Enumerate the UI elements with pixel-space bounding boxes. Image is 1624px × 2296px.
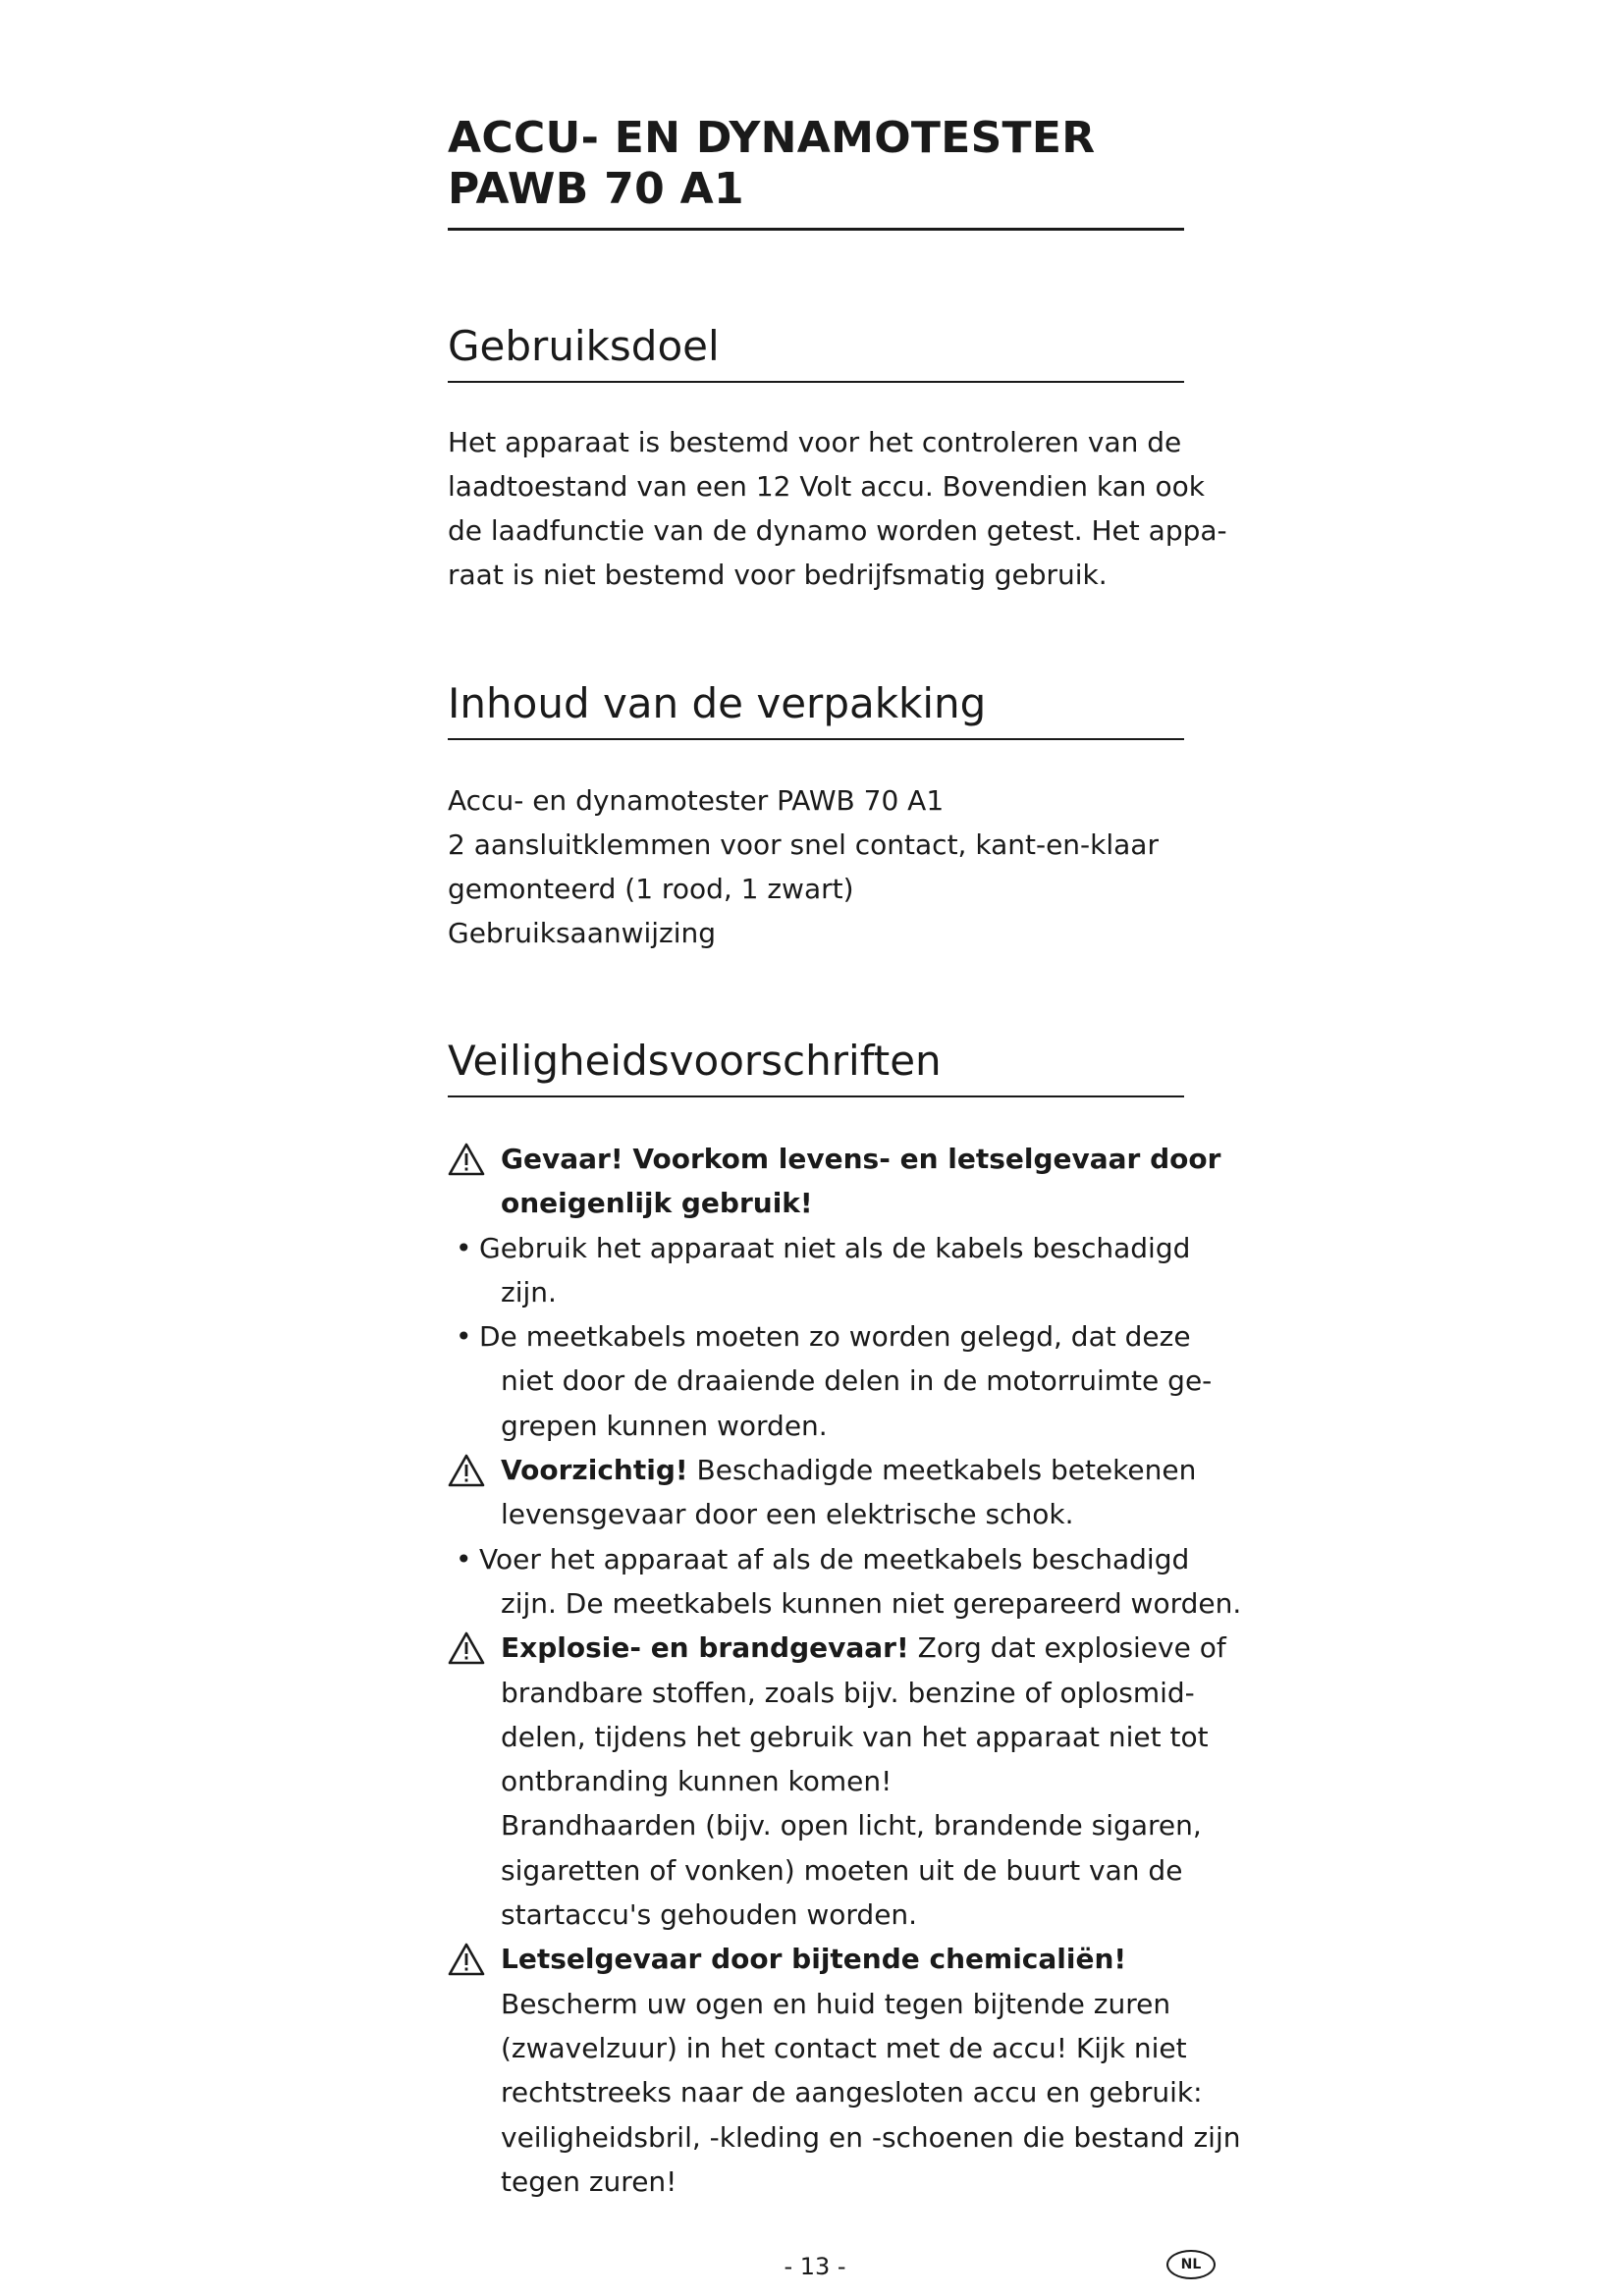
document-title: [448, 113, 1184, 215]
bullet-line: De meetkabels moeten zo worden gelegd, dat deze: [479, 1320, 1191, 1354]
bullet-dot: •: [456, 1542, 472, 1575]
warning-chemicals-line: (zwavelzuur) in het contact met de accu! Kijk niet: [501, 2031, 1187, 2064]
bullet-line: zijn. De meetkabels kunnen niet gerepareerd worden.: [501, 1586, 1242, 1620]
bullet-line: Voer het apparaat af als de meetkabels beschadigd: [479, 1542, 1190, 1575]
bullet-item: [448, 1226, 1191, 1315]
contents-list: [448, 778, 1184, 955]
warning-explosion-line: [501, 1626, 1226, 1670]
warning-chemicals-line: Bescherm uw ogen en huid tegen bijtende zuren: [501, 1987, 1171, 2020]
warning-chemicals-line: veiligheidsbril, -kleding en -schoenen die bestand zijn: [501, 2120, 1241, 2154]
warning-triangle-icon: [448, 1631, 485, 1665]
bullet-line: Gebruik het apparaat niet als de kabels beschadigd: [479, 1231, 1191, 1264]
purpose-line: de laadfunctie van de dynamo worden getest. Het appa-: [448, 514, 1227, 547]
warning-triangle-icon: [448, 1943, 485, 1976]
bullet-line: grepen kunnen worden.: [501, 1409, 828, 1442]
warning-danger-line: oneigenlijk gebruik!: [501, 1187, 813, 1220]
warning-danger-line: Gevaar! Voorkom levens- en letselgevaar door: [501, 1143, 1221, 1175]
warning-explosion: [448, 1626, 1226, 1937]
warning-chemicals: [448, 1937, 1241, 2204]
bullet-line: niet door de draaiende delen in de motorruimte ge-: [501, 1364, 1213, 1398]
bullet-item: [448, 1537, 1242, 1627]
purpose-paragraph: [448, 420, 1227, 597]
bullet-line: zijn.: [501, 1275, 557, 1308]
title-line-1: ACCU- EN DYNAMOTESTER: [448, 113, 1096, 163]
contents-line: Accu- en dynamotester PAWB 70 A1: [448, 784, 945, 817]
warning-explosion-line: delen, tijdens het gebruik van het apparaat niet tot: [501, 1720, 1209, 1753]
warning-danger: [448, 1137, 1221, 1226]
heading-purpose: Gebruiksdoel: [448, 322, 720, 370]
warning-caution-text: Beschadigde meetkabels betekenen: [687, 1454, 1197, 1487]
warning-triangle-icon: [448, 1454, 485, 1487]
safety-list: [448, 1137, 1242, 2204]
warning-explosion-line: sigaretten of vonken) moeten uit de buurt van de: [501, 1853, 1183, 1887]
purpose-line: raat is niet bestemd voor bedrijfsmatig gebruik.: [448, 559, 1108, 591]
warning-caution: [448, 1448, 1197, 1537]
purpose-line: laadtoestand van een 12 Volt accu. Bovendien kan ook: [448, 470, 1205, 503]
warning-chemicals-line: tegen zuren!: [501, 2164, 677, 2198]
bullet-dot: •: [456, 1231, 472, 1264]
warning-explosion-line: Brandhaarden (bijv. open licht, brandende sigaren,: [501, 1809, 1202, 1842]
contents-line: gemonteerd (1 rood, 1 zwart): [448, 873, 854, 905]
purpose-rule: [448, 381, 1184, 383]
title-rule: [448, 228, 1184, 231]
warning-chemicals-line: rechtstreeks naar de aangesloten accu en gebruik:: [501, 2076, 1203, 2109]
language-badge: NL: [1166, 2250, 1216, 2279]
warning-explosion-line: startaccu's gehouden worden.: [501, 1898, 918, 1932]
bullet-item: [448, 1314, 1213, 1448]
heading-contents: Inhoud van de verpakking: [448, 679, 987, 727]
warning-explosion-text: Zorg dat explosieve of: [908, 1631, 1226, 1665]
warning-explosion-label: Explosie- en brandgevaar!: [501, 1631, 909, 1665]
warning-explosion-line: brandbare stoffen, zoals bijv. benzine of oplosmid-: [501, 1676, 1195, 1709]
safety-rule: [448, 1095, 1184, 1097]
warning-caution-label: Voorzichtig!: [501, 1454, 688, 1487]
contents-rule: [448, 738, 1184, 740]
page-number: - 13 -: [784, 2253, 846, 2280]
bullet-dot: •: [456, 1320, 472, 1354]
warning-triangle-icon: [448, 1143, 485, 1176]
title-line-2: PAWB 70 A1: [448, 164, 744, 214]
warning-chemicals-label: Letselgevaar door bijtende chemicaliën!: [501, 1943, 1127, 1976]
heading-safety: Veiligheidsvoorschriften: [448, 1037, 942, 1085]
contents-line: 2 aansluitklemmen voor snel contact, kant-en-klaar: [448, 828, 1159, 861]
warning-caution-line: [501, 1448, 1197, 1492]
contents-line: Gebruiksaanwijzing: [448, 917, 717, 949]
purpose-line: Het apparaat is bestemd voor het controleren van de: [448, 426, 1182, 458]
warning-caution-line: levensgevaar door een elektrische schok.: [501, 1498, 1074, 1531]
warning-explosion-line: ontbranding kunnen komen!: [501, 1765, 893, 1798]
